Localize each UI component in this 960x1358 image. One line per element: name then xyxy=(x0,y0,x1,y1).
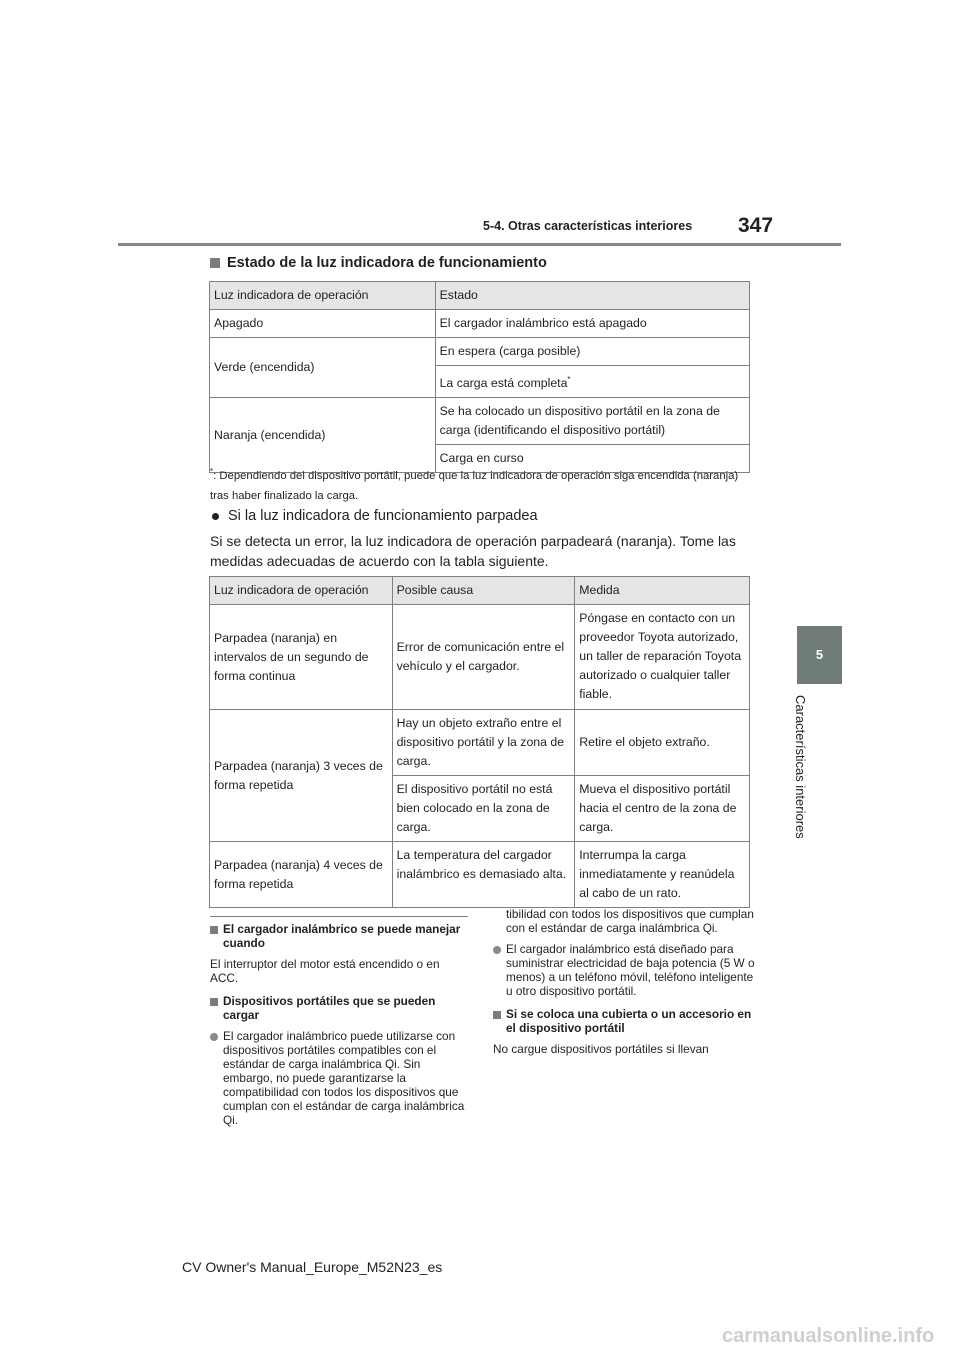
footer-text: CV Owner's Manual_Europe_M52N23_es xyxy=(182,1259,443,1275)
page-number: 347 xyxy=(738,214,774,237)
table-cell: Póngase en contacto con un proveedor Toyota autorizado, un taller de reparación Toyota autorizado o cualquier taller fiable. xyxy=(575,605,750,710)
circle-bullet-icon xyxy=(493,946,501,954)
square-bullet-icon xyxy=(210,258,220,268)
note-paragraph: El interruptor del motor está encendido o en ACC. xyxy=(210,957,440,985)
table-header: Medida xyxy=(575,577,750,605)
note-paragraph: No cargue dispositivos portátiles si llevan xyxy=(493,1042,709,1056)
header-rule xyxy=(118,243,841,246)
blink-heading: Si la luz indicadora de funcionamiento parpadea xyxy=(212,508,538,524)
table-cell: Se ha colocado un dispositivo portátil en la zona de carga (identificando el dispositivo portátil) xyxy=(435,398,749,445)
note-heading: Dispositivos portátiles que se pueden cargar xyxy=(210,994,468,1022)
circle-bullet-icon xyxy=(210,1033,218,1041)
note-bullet: El cargador inalámbrico está diseñado para suministrar electricidad de baja potencia (5 W o menos) a un teléfono móvil, teléfono inteligente u otro dispositivo portátil. xyxy=(493,942,755,998)
table-cell: El cargador inalámbrico está apagado xyxy=(435,310,749,338)
table-cell: Parpadea (naranja) 4 veces de forma repetida xyxy=(210,842,393,908)
table-cell: Interrumpa la carga inmediatamente y reanúdela al cabo de un rato. xyxy=(575,842,750,908)
table-header: Luz indicadora de operación xyxy=(210,577,393,605)
table-cell: La temperatura del cargador inalámbrico es demasiado alta. xyxy=(392,842,575,908)
note-bullet: El cargador inalámbrico puede utilizarse con dispositivos portátiles compatibles con el estándar de carga inalámbrica Qi. Sin embargo, no puede garantizarse la compatibilidad con todos los dispositivos que cumplan con el estándar de carga inalámbrica Qi. xyxy=(210,1029,468,1099)
footnote-marker: * xyxy=(567,375,571,384)
notes-left-column xyxy=(210,922,468,1127)
table-cell: Verde (encendida) xyxy=(210,338,436,398)
table-header: Luz indicadora de operación xyxy=(210,282,436,310)
table-cell: Error de comunicación entre el vehículo y el cargador. xyxy=(392,605,575,710)
table-cell: Mueva el dispositivo portátil hacia el centro de la zona de carga. xyxy=(575,776,750,842)
square-bullet-icon xyxy=(210,926,218,934)
table-cell: Retire el objeto extraño. xyxy=(575,710,750,776)
notes-right-column xyxy=(493,907,755,1056)
table-cell: En espera (carga posible) xyxy=(435,338,749,366)
square-bullet-icon xyxy=(210,998,218,1006)
table-cell: Naranja (encendida) xyxy=(210,398,436,473)
notes-divider xyxy=(210,916,468,917)
bullet-dot-icon xyxy=(212,513,219,520)
watermark: carmanualsonline.info xyxy=(722,1325,935,1347)
blink-intro: Si se detecta un error, la luz indicadora de operación parpadeará (naranja). Tome las medidas adecuadas de acuerdo con la tabla siguiente. xyxy=(210,533,736,569)
table-cell: Parpadea (naranja) en intervalos de un segundo de forma continua xyxy=(210,605,393,710)
table-header: Posible causa xyxy=(392,577,575,605)
chapter-tab xyxy=(797,626,842,684)
status-table xyxy=(209,281,750,473)
table-cell: Apagado xyxy=(210,310,436,338)
square-bullet-icon xyxy=(493,1011,501,1019)
note-continuation: tibilidad con todos los dispositivos que cumplan con el estándar de carga inalámbrica Qi. xyxy=(506,907,754,935)
note-heading: El cargador inalámbrico se puede manejar cuando xyxy=(210,922,468,950)
note-heading: Si se coloca una cubierta o un accesorio en el dispositivo portátil xyxy=(493,1007,755,1035)
chapter-label: Características interiores xyxy=(793,695,808,839)
footnote: *: Dependiendo del dispositivo portátil, puede que la luz indicadora de operación siga encendida (naranja) tras haber finalizado la carga. xyxy=(210,467,739,502)
table-cell: Parpadea (naranja) 3 veces de forma repetida xyxy=(210,710,393,842)
status-heading: Estado de la luz indicadora de funcionamiento xyxy=(210,255,547,271)
table-header: Estado xyxy=(435,282,749,310)
table-cell: El dispositivo portátil no está bien colocado en la zona de carga. xyxy=(392,776,575,842)
chapter-number: 5 xyxy=(815,647,824,662)
section-title: 5-4. Otras características interiores xyxy=(483,219,693,233)
blink-table xyxy=(209,576,750,908)
table-cell: La carga está completa* xyxy=(435,366,749,398)
table-cell: Carga en curso xyxy=(435,445,749,473)
table-cell: Hay un objeto extraño entre el dispositivo portátil y la zona de carga. xyxy=(392,710,575,776)
